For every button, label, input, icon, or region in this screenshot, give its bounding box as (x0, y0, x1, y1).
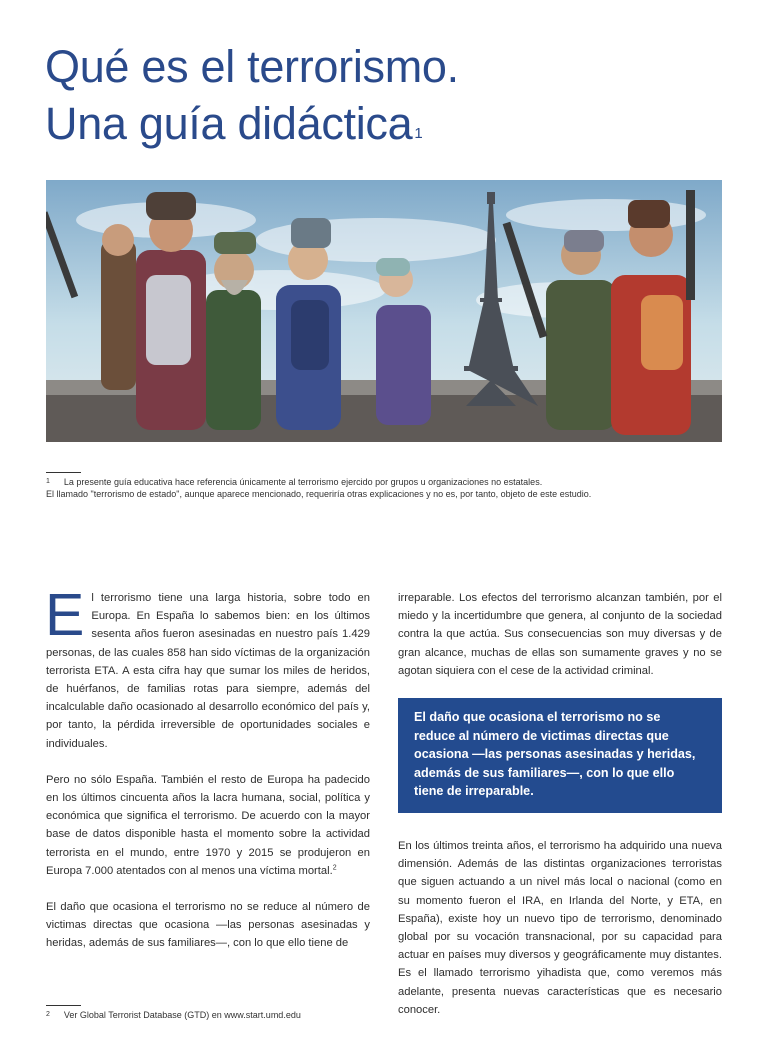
title-line-2-text: Una guía didáctica (45, 98, 413, 149)
paragraph-4 (398, 589, 722, 680)
right-column (398, 589, 722, 1037)
title-footnote-ref: 1 (414, 125, 423, 142)
footnote-1-line-1: La presente guía educativa hace referencia únicamente al terrorismo ejercido por grupos u organizaciones no estatales. (63, 477, 543, 487)
paragraph-2-text: Pero no sólo España. También el resto de Europa ha padecido en los últimos cincuenta años la lacra humana, social, política y económica que significa el terrorismo. De acuerdo con la mayor base de datos disponible hasta el momento sobre la actividad terrorista en el mundo, entre 1970 y 2015 se produjeron en Europa 7.000 atentados con al menos una víctima mortal. (46, 773, 370, 877)
left-column (45, 582, 370, 971)
title-line-2 (45, 95, 725, 152)
paragraph-1-text: l terrorismo tiene una larga historia, sobre todo en Europa. En España lo sabemos bien: en los últimos sesenta años fueron asesinadas en nuestro país 1.429 personas, de las cuales 858 han sido víctimas de la organización terrorista ETA. A esta cifra hay que sumar los miles de heridos, de huérfanos, de familias rotas para siempre, además del incalculable daño ocasionado al desarrollo económico del país y, por tanto, la pérdida irreversible de oportunidades sociales e individuales. (46, 592, 370, 750)
page-title (45, 38, 725, 152)
footnote-2 (46, 1009, 736, 1021)
paragraph-5 (398, 837, 722, 1019)
paragraph-3-text: El daño que ocasiona el terrorismo no se reduce al número de victimas directas que ocasiona —las personas asesinadas y heridas, además de sus familiares—, con lo que ello tiene de (46, 901, 370, 950)
footnote-ref-2: 2 (332, 864, 337, 872)
footnote-2-text: Ver Global Terrorist Database (GTD) en www.start.umd.edu (63, 1010, 301, 1020)
paragraph-1 (45, 582, 370, 753)
footnote-1-line-2: El llamado "terrorismo de estado", aunque aparece mencionado, requeriría otras explicaciones y no es, por tanto, objeto de este estudio. (46, 489, 592, 499)
footnote-rule-2 (46, 1005, 81, 1006)
pull-quote-text: El daño que ocasiona el terrorismo no se reduce al número de victimas directas que ocasiona —las personas asesinadas y heridas, además de sus familiares—, con lo que ello tiene de irreparable. (414, 710, 696, 799)
footnote-1-number: 1 (46, 478, 50, 485)
footnote-rule-1 (46, 472, 81, 473)
footnote-2-number: 2 (46, 1011, 50, 1018)
title-line-1: Qué es el terrorismo. (45, 41, 459, 92)
footnote-1 (46, 476, 736, 500)
pull-quote (398, 698, 722, 813)
paragraph-2 (46, 771, 370, 880)
paragraph-3 (46, 898, 370, 953)
paragraph-4-text: irreparable. Los efectos del terrorismo alcanzan también, por el miedo y la incertidumbre que genera, al conjunto de la sociedad contra la que actúa. Sus consecuencias son muy diversas y de gran alcance, muchas de ellas son sumamente graves y no se agotan siquiera con el cese de la actividad criminal. (398, 592, 722, 677)
drop-cap: E (45, 582, 85, 648)
terrorists-eiffel-tower-illustration (46, 180, 722, 442)
paragraph-5-text: En los últimos treinta años, el terrorismo ha adquirido una nueva dimensión. Además de las distintas organizaciones terroristas que siguen actuando a un nivel más local o nacional (como en su momento fueron el IRA, en Irlanda del Norte, y ETA, en España), existe hoy un nuevo tipo de terrorismo, denominado global por su vocación transnacional, por su capacidad para actuar en países muy diversos y geográficamente muy distantes. Es el llamado terrorismo yihadista que, como veremos más adelante, presenta nuevas características que es necesario conocer. (398, 839, 722, 1016)
illustration-icon (46, 180, 722, 442)
